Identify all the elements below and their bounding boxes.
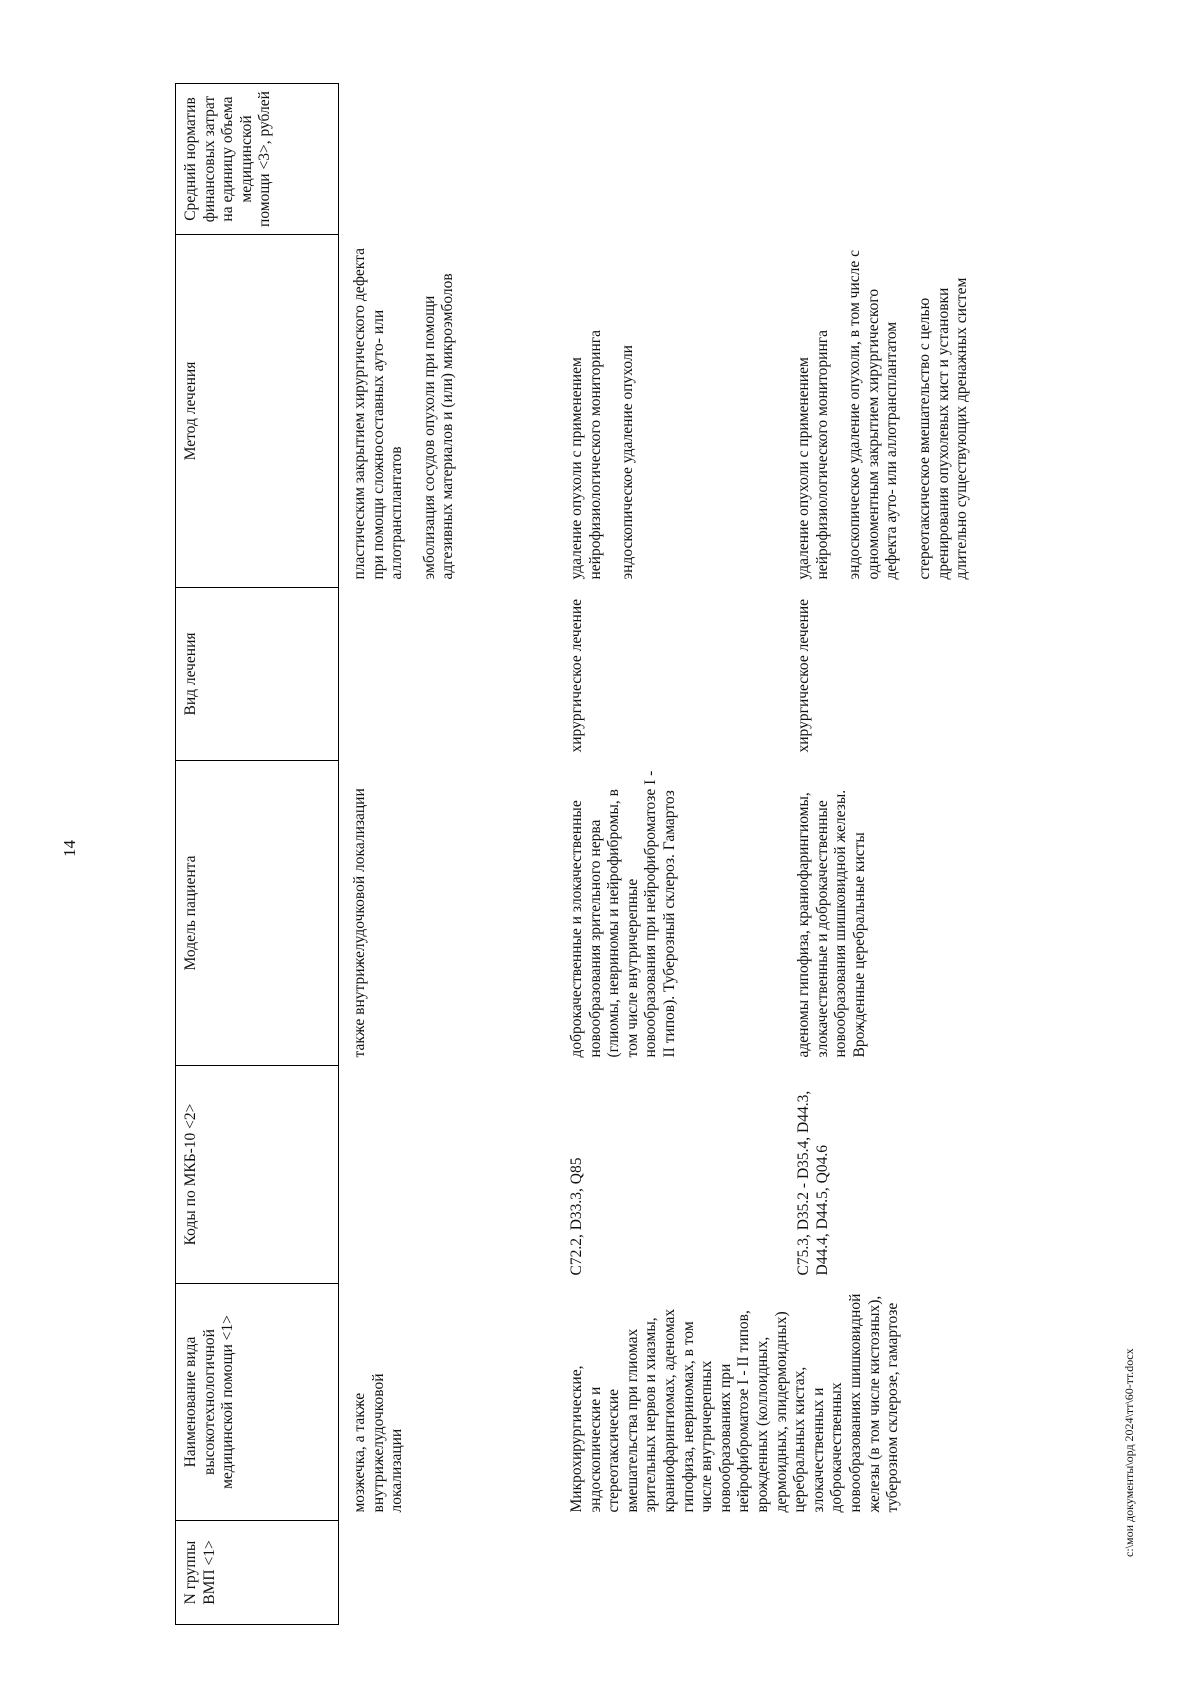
vmp-table (175, 83, 992, 1625)
method-item: удаление опухоли с применением нейрофизиологического мониторинга (568, 330, 604, 580)
method-item: эмболизация сосудов опухоли при помощи адгезивных материалов и (или) микроэмболов (420, 273, 457, 580)
page-number: 14 (60, 840, 79, 857)
cell-group (339, 1521, 563, 1625)
cell-patient-model: доброкачественные и злокачественные новообразования зрительного нерва (глиомы, невриномы и нейрофибромы, в том числе внутричерепные новообразования при нейрофиброматозе I - II типов). Туберозный склероз. Гамартоз (568, 770, 678, 1058)
table-header-row (176, 84, 339, 1625)
header-icd-codes: Коды по МКБ-10 <2> (176, 1066, 339, 1284)
cell-codes: C72.2, D33.3, Q85 (568, 1157, 585, 1276)
cell-codes: C75.3, D35.2 - D35.4, D44.3, D44.4, D44.5, Q04.6 (795, 1090, 831, 1276)
header-group-number: N группы ВМП <1> (176, 1521, 339, 1625)
footer-file-path: c:\мои документы\орд 2024\тт\60-тт.docx (1122, 1348, 1136, 1557)
table-row (562, 84, 789, 1625)
cell-cost (339, 84, 563, 235)
cell-methods (789, 235, 992, 588)
cell-group (789, 1521, 992, 1625)
cell-treatment-type: хирургическое лечение (795, 599, 812, 753)
method-item: пластическим закрытием хирургического дефекта при помощи сложносоставных ауто- или аллотрансплантатов (351, 248, 406, 580)
cell-treatment-type (339, 588, 563, 761)
cell-care-name: мозжечка, а также внутрижелудочковой локализации (351, 1373, 406, 1513)
cell-codes (339, 1066, 563, 1284)
method-item: удаление опухоли с применением нейрофизиологического мониторинга (795, 330, 831, 580)
table-row (339, 84, 563, 1625)
cell-cost (562, 84, 789, 235)
method-item: стереотаксическое вмешательство с целью дренирования опухолевых кист и установки длительно существующих дренажных систем (915, 277, 971, 580)
header-treatment-type: Вид лечения (176, 588, 339, 761)
cell-methods (339, 235, 563, 588)
cell-group (562, 1521, 789, 1625)
header-care-name: Наименование вида высокотехнологичной медицинской помощи <1> (176, 1284, 339, 1521)
header-treatment-method: Метод лечения (176, 235, 339, 588)
method-item: эндоскопическое удаление опухоли, в том числе с одномоментным закрытием хирургического дефекта ауто- или аллотрансплантатом (846, 250, 901, 580)
method-item: эндоскопическое удаление опухоли (619, 345, 637, 580)
cell-treatment-type: хирургическое лечение (568, 599, 585, 753)
cell-cost (789, 84, 992, 235)
cell-patient-model: также внутрижелудочковой локализации (351, 788, 368, 1058)
header-patient-model: Модель пациента (176, 761, 339, 1066)
header-cost: Средний норматив финансовых затрат на единицу объема медицинской помощи <3>, рублей (176, 84, 339, 235)
cell-methods (562, 235, 789, 588)
cell-patient-model: аденомы гипофиза, краниофарингиомы, злокачественные и доброкачественные новообразования шишковидной железы. Врожденные церебральные кисты (795, 789, 868, 1058)
cell-care-name: Микрохирургические, эндоскопические и стереотаксические вмешательства при глиомах зрительных нервов и хиазмы, краниофарингиомах, аденомах гипофиза, невриномах, в том числе внутричерепных новообразованиях при нейрофиброматозе I - II типов, врожденных (коллоидных, дермоидных, эпидермоидных) церебральных кистах, злокачественных и доброкачественных новообразованиях шишковидной железы (в том числе кистозных), туберозном склерозе, гамартозе (568, 1293, 902, 1513)
